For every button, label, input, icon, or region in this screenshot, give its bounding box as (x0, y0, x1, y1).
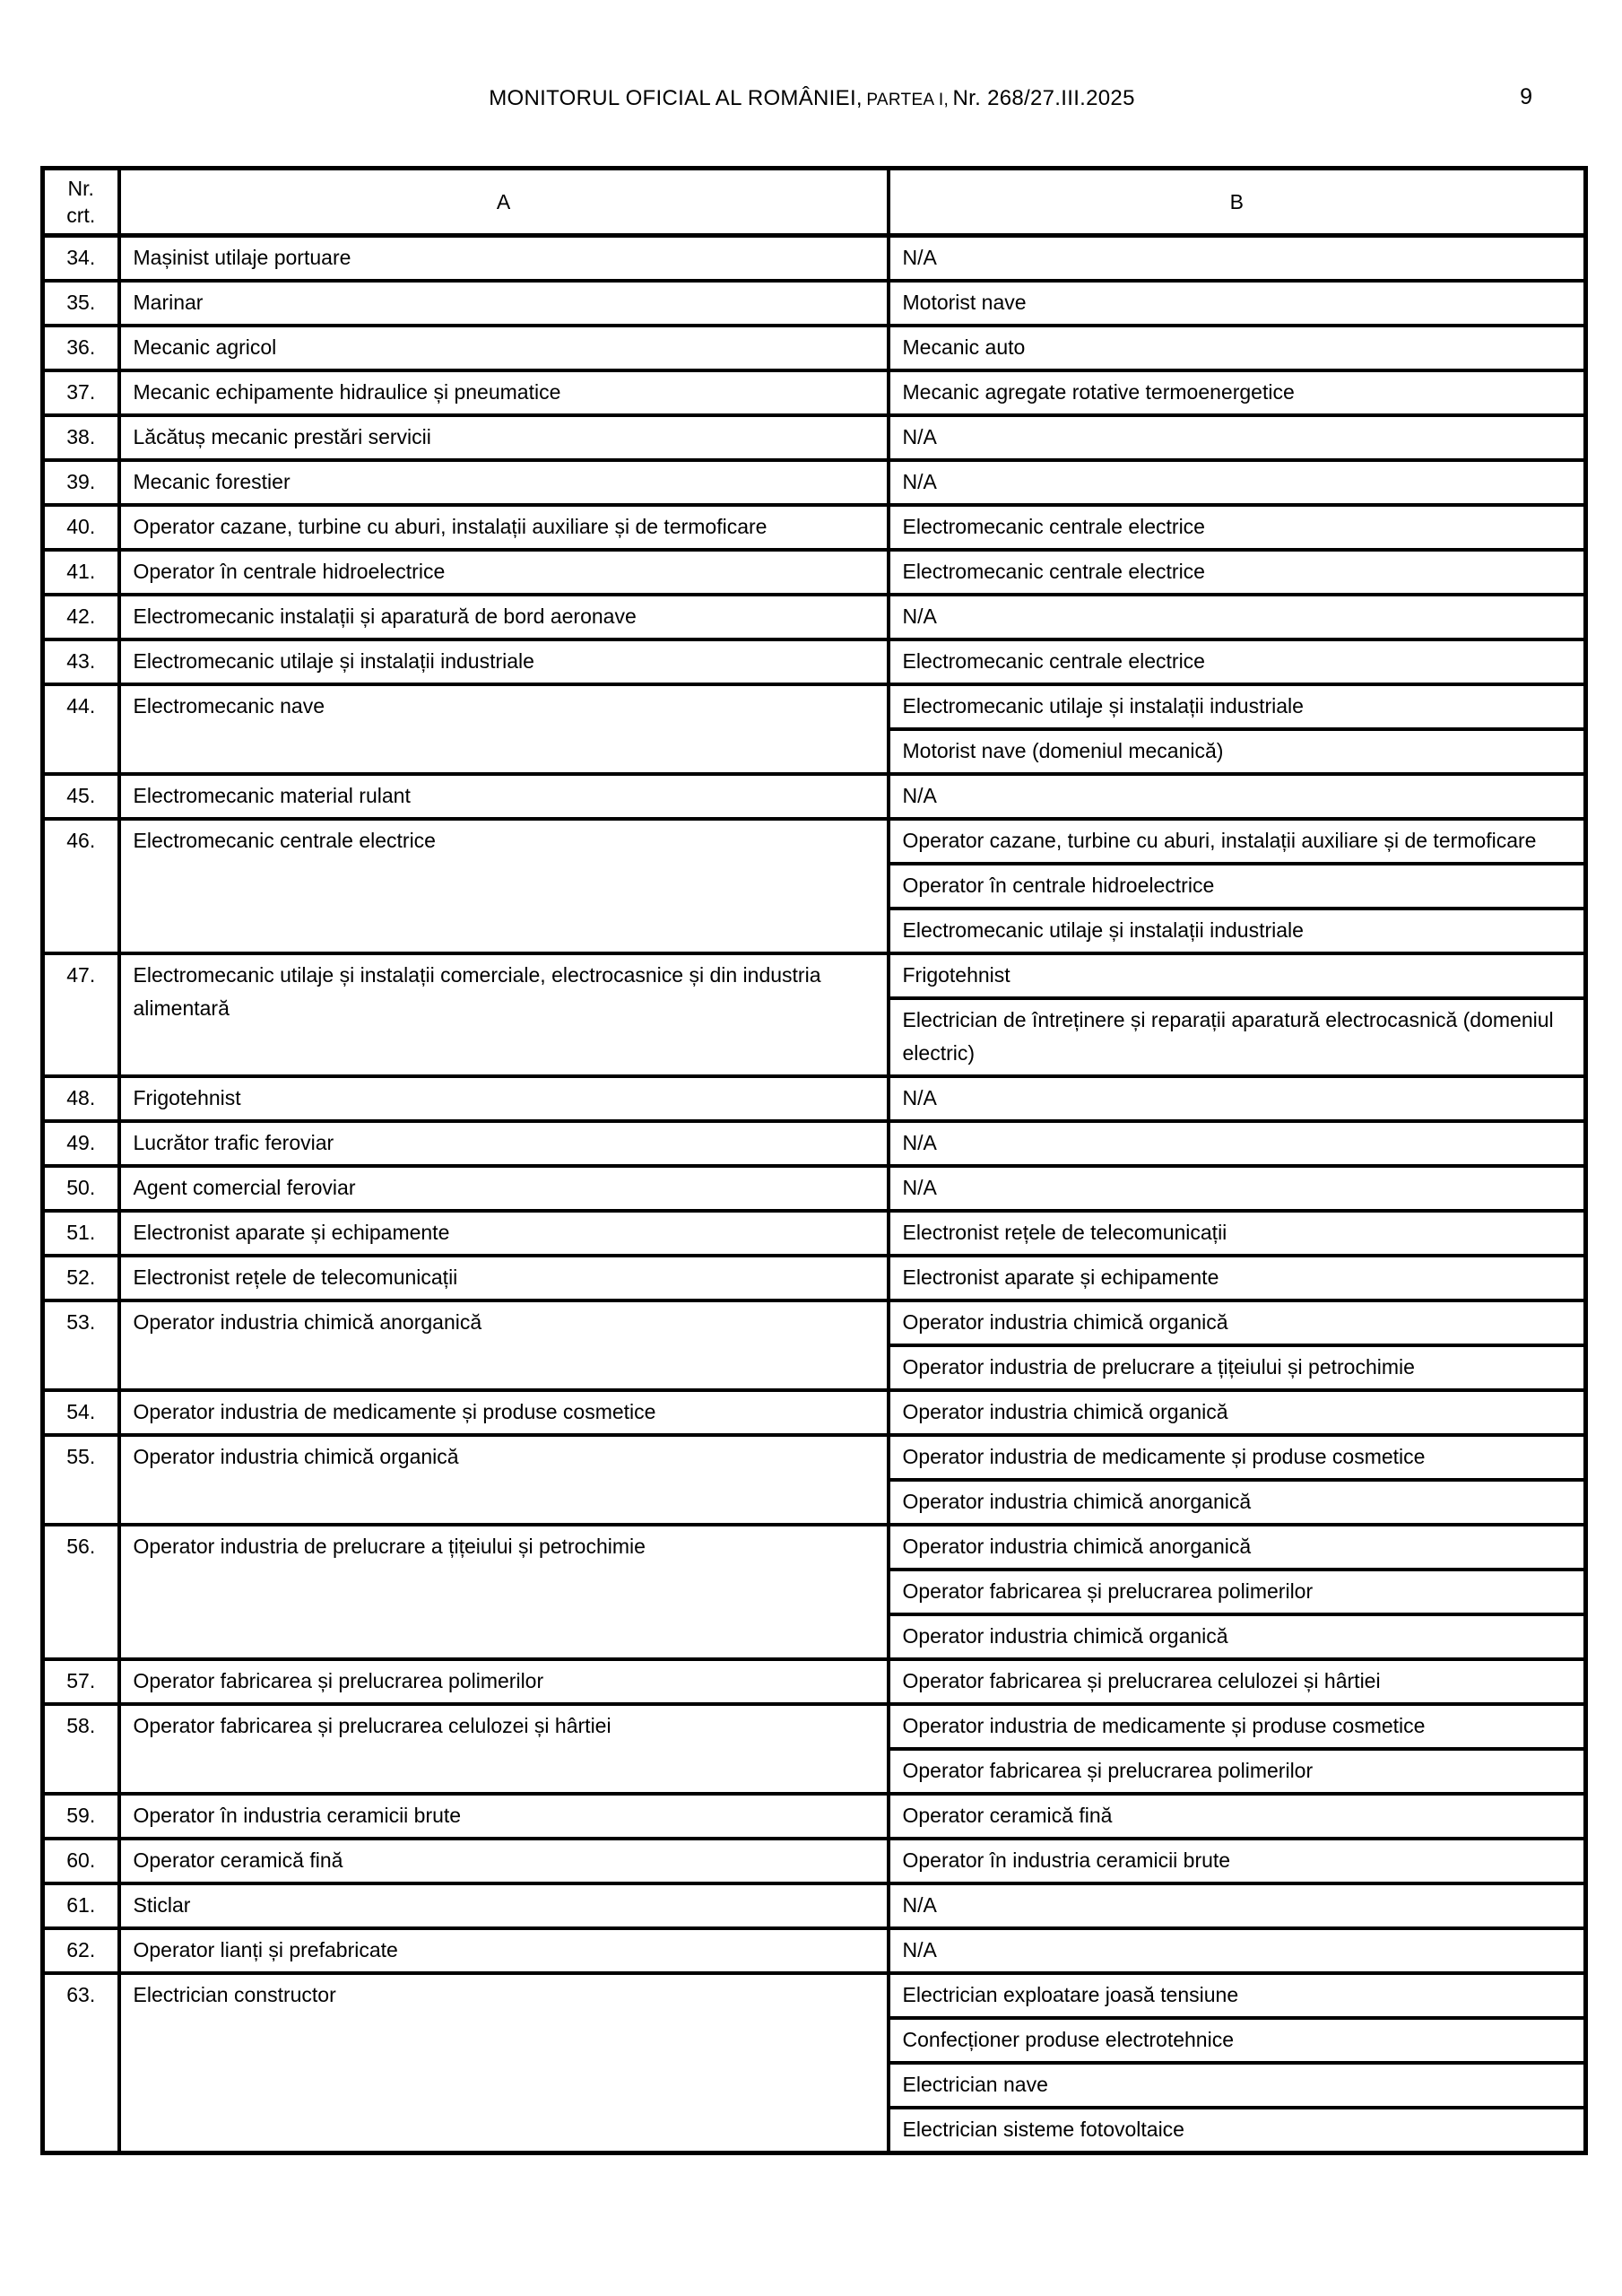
table-row (43, 236, 1586, 282)
table-header-nr-line2: crt. (66, 204, 96, 227)
row-number-cell: 52. (43, 1256, 119, 1300)
table-row (43, 1794, 1586, 1839)
occupation-b-cell: Mecanic agregate rotative termoenergetice (889, 370, 1586, 415)
occupation-b-cell: N/A (889, 1076, 1586, 1121)
occupation-a-cell: Marinar (119, 281, 889, 326)
table-row (43, 370, 1586, 415)
table-row (43, 639, 1586, 684)
journal-issue-number: Nr. 268/27.III.2025 (952, 86, 1135, 110)
table-row (43, 1839, 1586, 1883)
table-row (43, 415, 1586, 460)
occupation-a-cell: Lucrător trafic feroviar (119, 1121, 889, 1166)
table-row (43, 1659, 1586, 1704)
occupation-a-cell: Operator în centrale hidroelectrice (119, 550, 889, 595)
occupation-a-cell: Electronist rețele de telecomunicații (119, 1256, 889, 1300)
row-number-cell: 55. (43, 1435, 119, 1525)
table-row (43, 595, 1586, 639)
occupation-b-cell: N/A (889, 236, 1586, 282)
table-row (43, 550, 1586, 595)
occupation-a-cell: Lăcătuș mecanic prestări servicii (119, 415, 889, 460)
occupation-b-cell: Operator industria chimică organică (889, 1300, 1586, 1345)
occupation-a-cell: Electromecanic centrale electrice (119, 819, 889, 953)
row-number-cell: 51. (43, 1211, 119, 1256)
row-number-cell: 54. (43, 1390, 119, 1435)
occupation-b-cell: Operator fabricarea și prelucrarea polimerilor (889, 1749, 1586, 1794)
row-number-cell: 63. (43, 1973, 119, 2153)
occupation-b-cell: Operator industria de prelucrare a țițeiului și petrochimie (889, 1345, 1586, 1390)
row-number-cell: 58. (43, 1704, 119, 1794)
occupation-a-cell: Operator fabricarea și prelucrarea polimerilor (119, 1659, 889, 1704)
occupation-b-cell: Operator industria de medicamente și produse cosmetice (889, 1435, 1586, 1480)
occupation-b-cell: Electronist aparate și echipamente (889, 1256, 1586, 1300)
row-number-cell: 47. (43, 953, 119, 1076)
occupation-a-cell: Agent comercial feroviar (119, 1166, 889, 1211)
occupation-b-cell: N/A (889, 774, 1586, 819)
table-row (43, 1390, 1586, 1435)
occupation-b-cell: Operator industria chimică anorganică (889, 1480, 1586, 1525)
table-row (43, 1166, 1586, 1211)
occupation-a-cell: Operator în industria ceramicii brute (119, 1794, 889, 1839)
row-number-cell: 48. (43, 1076, 119, 1121)
row-number-cell: 62. (43, 1928, 119, 1973)
row-number-cell: 35. (43, 281, 119, 326)
occupation-b-cell: N/A (889, 460, 1586, 505)
occupation-b-cell: Electrician nave (889, 2063, 1586, 2108)
table-row (43, 953, 1586, 998)
occupation-a-cell: Mașinist utilaje portuare (119, 236, 889, 282)
occupation-b-cell: Mecanic auto (889, 326, 1586, 370)
occupation-b-cell: Operator ceramică fină (889, 1794, 1586, 1839)
occupation-b-cell: N/A (889, 1928, 1586, 1973)
occupation-b-cell: N/A (889, 595, 1586, 639)
table-row (43, 1435, 1586, 1480)
occupation-b-cell: Electrician sisteme fotovoltaice (889, 2108, 1586, 2153)
occupation-b-cell: Operator industria chimică organică (889, 1390, 1586, 1435)
table-row (43, 1525, 1586, 1570)
occupation-b-cell: Operator industria chimică organică (889, 1614, 1586, 1659)
occupation-b-cell: Electrician exploatare joasă tensiune (889, 1973, 1586, 2018)
occupation-a-cell: Operator industria de prelucrare a țițeiului și petrochimie (119, 1525, 889, 1659)
occupation-a-cell: Electrician constructor (119, 1973, 889, 2153)
occupation-a-cell: Mecanic forestier (119, 460, 889, 505)
occupation-a-cell: Electronist aparate și echipamente (119, 1211, 889, 1256)
table-row (43, 1704, 1586, 1749)
occupation-b-cell: Electromecanic centrale electrice (889, 505, 1586, 550)
row-number-cell: 49. (43, 1121, 119, 1166)
row-number-cell: 34. (43, 236, 119, 282)
row-number-cell: 41. (43, 550, 119, 595)
row-number-cell: 45. (43, 774, 119, 819)
occupation-a-cell: Operator cazane, turbine cu aburi, instalații auxiliare și de termoficare (119, 505, 889, 550)
occupation-a-cell: Electromecanic instalații și aparatură de bord aeronave (119, 595, 889, 639)
occupation-b-cell: N/A (889, 1883, 1586, 1928)
row-number-cell: 36. (43, 326, 119, 370)
row-number-cell: 40. (43, 505, 119, 550)
occupation-b-cell: Operator cazane, turbine cu aburi, instalații auxiliare și de termoficare (889, 819, 1586, 864)
table-row (43, 281, 1586, 326)
table-header-row (43, 169, 1586, 236)
table-header-a: A (119, 169, 889, 236)
row-number-cell: 46. (43, 819, 119, 953)
occupation-a-cell: Operator industria chimică organică (119, 1435, 889, 1525)
table-row (43, 505, 1586, 550)
occupation-b-cell: Operator fabricarea și prelucrarea polimerilor (889, 1570, 1586, 1614)
occupation-b-cell: Electromecanic utilaje și instalații industriale (889, 909, 1586, 953)
occupation-b-cell: Operator în industria ceramicii brute (889, 1839, 1586, 1883)
occupation-a-cell: Mecanic agricol (119, 326, 889, 370)
table-row (43, 1211, 1586, 1256)
row-number-cell: 39. (43, 460, 119, 505)
occupation-b-cell: Motorist nave (domeniul mecanică) (889, 729, 1586, 774)
row-number-cell: 61. (43, 1883, 119, 1928)
occupation-b-cell: Confecționer produse electrotehnice (889, 2018, 1586, 2063)
table-row (43, 1883, 1586, 1928)
occupation-b-cell: Electrician de întreținere și reparații aparatură electrocasnică (domeniul electric) (889, 998, 1586, 1076)
page-number: 9 (1520, 84, 1532, 109)
row-number-cell: 44. (43, 684, 119, 774)
table-row (43, 774, 1586, 819)
correspondence-table (40, 166, 1588, 2155)
table-row (43, 1256, 1586, 1300)
table-header-nr (43, 169, 119, 236)
occupation-b-cell: N/A (889, 1166, 1586, 1211)
table-row (43, 684, 1586, 729)
table-row (43, 1973, 1586, 2018)
table-row (43, 1300, 1586, 1345)
occupation-b-cell: Electromecanic centrale electrice (889, 639, 1586, 684)
row-number-cell: 57. (43, 1659, 119, 1704)
occupation-b-cell: Motorist nave (889, 281, 1586, 326)
occupation-a-cell: Electromecanic utilaje și instalații industriale (119, 639, 889, 684)
table-header-nr-line1: Nr. (67, 177, 94, 200)
row-number-cell: 42. (43, 595, 119, 639)
table-row (43, 460, 1586, 505)
journal-title: MONITORUL OFICIAL AL ROMÂNIEI, (489, 86, 863, 110)
occupation-b-cell: Electromecanic centrale electrice (889, 550, 1586, 595)
table-row (43, 1928, 1586, 1973)
journal-title-part: PARTEA I, (866, 91, 950, 109)
page-header (40, 86, 1583, 111)
row-number-cell: 53. (43, 1300, 119, 1390)
occupation-b-cell: Frigotehnist (889, 953, 1586, 998)
table-row (43, 1121, 1586, 1166)
row-number-cell: 60. (43, 1839, 119, 1883)
row-number-cell: 43. (43, 639, 119, 684)
occupation-b-cell: Electronist rețele de telecomunicații (889, 1211, 1586, 1256)
occupation-a-cell: Operator ceramică fină (119, 1839, 889, 1883)
table-header-b: B (889, 169, 1586, 236)
row-number-cell: 50. (43, 1166, 119, 1211)
occupation-b-cell: Operator fabricarea și prelucrarea celulozei și hârtiei (889, 1659, 1586, 1704)
occupation-a-cell: Sticlar (119, 1883, 889, 1928)
occupation-a-cell: Electromecanic utilaje și instalații comerciale, electrocasnice și din industria alimentară (119, 953, 889, 1076)
occupation-a-cell: Electromecanic material rulant (119, 774, 889, 819)
row-number-cell: 59. (43, 1794, 119, 1839)
occupation-b-cell: Electromecanic utilaje și instalații industriale (889, 684, 1586, 729)
occupation-a-cell: Operator industria chimică anorganică (119, 1300, 889, 1390)
occupation-b-cell: N/A (889, 1121, 1586, 1166)
occupation-b-cell: N/A (889, 415, 1586, 460)
occupation-a-cell: Operator lianți și prefabricate (119, 1928, 889, 1973)
row-number-cell: 38. (43, 415, 119, 460)
occupation-a-cell: Electromecanic nave (119, 684, 889, 774)
occupation-a-cell: Mecanic echipamente hidraulice și pneumatice (119, 370, 889, 415)
table-row (43, 819, 1586, 864)
row-number-cell: 37. (43, 370, 119, 415)
occupation-b-cell: Operator în centrale hidroelectrice (889, 864, 1586, 909)
occupation-a-cell: Operator industria de medicamente și produse cosmetice (119, 1390, 889, 1435)
row-number-cell: 56. (43, 1525, 119, 1659)
occupation-b-cell: Operator industria de medicamente și produse cosmetice (889, 1704, 1586, 1749)
occupation-a-cell: Frigotehnist (119, 1076, 889, 1121)
occupation-a-cell: Operator fabricarea și prelucrarea celulozei și hârtiei (119, 1704, 889, 1794)
table-row (43, 326, 1586, 370)
occupation-b-cell: Operator industria chimică anorganică (889, 1525, 1586, 1570)
table-row (43, 1076, 1586, 1121)
